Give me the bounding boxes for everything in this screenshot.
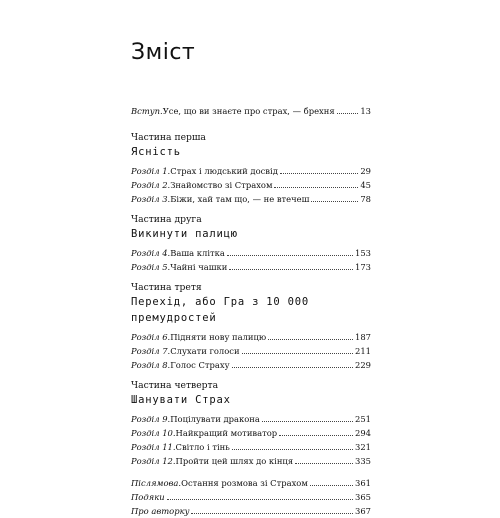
page-number: 45 <box>360 180 371 190</box>
dot-leader <box>337 113 359 114</box>
entry-text: Голос Страху <box>170 360 230 370</box>
page-number: 294 <box>355 428 371 438</box>
dot-leader <box>227 255 353 256</box>
part-title: Викинути палицю <box>131 228 238 240</box>
entry-text: Найкращий мотиватор <box>175 428 278 438</box>
dot-leader <box>295 463 353 464</box>
toc-entry-chapter <box>131 454 371 468</box>
part-title: Шанувати Страх <box>131 394 231 406</box>
toc-entry-chapter <box>131 330 371 344</box>
entry-label: Розділ 3. <box>131 194 171 204</box>
dot-leader <box>191 513 353 514</box>
dot-leader <box>232 449 353 450</box>
dot-leader <box>268 339 353 340</box>
page-number: 229 <box>355 360 371 370</box>
toc-entry-chapter <box>131 192 371 206</box>
entry-text: Поцілувати дракона <box>170 414 260 424</box>
part-label: Частина друга <box>131 214 202 225</box>
dot-leader <box>242 353 353 354</box>
entry-label: Подяки <box>131 492 165 502</box>
page-number: 361 <box>355 478 371 488</box>
page-number: 365 <box>355 492 371 502</box>
page-number: 367 <box>355 506 371 516</box>
entry-label: Розділ 1. <box>131 166 171 176</box>
entry-label: Розділ 4. <box>131 248 171 258</box>
page-number: 78 <box>360 194 371 204</box>
page-number: 153 <box>355 248 371 258</box>
dot-leader <box>262 421 353 422</box>
entry-label: Розділ 7. <box>131 346 171 356</box>
entry-text: Світло і тінь <box>175 442 230 452</box>
entry-text: Підняти нову палицю <box>170 332 267 342</box>
entry-text: Знайомство зі Страхом <box>170 180 273 190</box>
entry-label: Про авторку <box>131 506 190 516</box>
entry-text: Пройти цей шлях до кінця <box>175 456 294 466</box>
toc-entry-chapter <box>131 344 371 358</box>
entry-label: Розділ 12. <box>131 456 176 466</box>
entry-text: Усе, що ви знаєте про страх, — брехня <box>162 106 335 116</box>
page-number: 251 <box>355 414 371 424</box>
entry-label: Розділ 9. <box>131 414 171 424</box>
toc-entry-intro <box>131 104 371 118</box>
toc-entry-chapter <box>131 164 371 178</box>
toc-entry-chapter <box>131 440 371 454</box>
entry-label: Розділ 5. <box>131 262 171 272</box>
dot-leader <box>280 173 358 174</box>
toc-entry-chapter <box>131 178 371 192</box>
page-number: 173 <box>355 262 371 272</box>
toc-entry-chapter <box>131 358 371 372</box>
toc-entry-about-author <box>131 504 371 518</box>
page-number: 29 <box>360 166 371 176</box>
entry-text: Страх і людський досвід <box>170 166 278 176</box>
entry-label: Розділ 8. <box>131 360 171 370</box>
part-label: Частина перша <box>131 132 206 143</box>
dot-leader <box>310 485 353 486</box>
entry-label: Розділ 10. <box>131 428 176 438</box>
toc-entry-chapter <box>131 260 371 274</box>
toc-entry-chapter <box>131 412 371 426</box>
toc-entry-acknowledgements <box>131 490 371 504</box>
page-number: 187 <box>355 332 371 342</box>
toc-entry-afterword <box>131 476 371 490</box>
page-title: Зміст <box>131 40 196 65</box>
page-number: 335 <box>355 456 371 466</box>
page-number: 321 <box>355 442 371 452</box>
entry-text: Остання розмова зі Страхом <box>181 478 308 488</box>
entry-text: Біжи, хай там що, — не втечеш <box>170 194 310 204</box>
entry-label: Вступ. <box>131 106 163 116</box>
dot-leader <box>229 269 353 270</box>
table-of-contents <box>131 104 371 518</box>
dot-leader <box>232 367 353 368</box>
page-number: 211 <box>355 346 371 356</box>
toc-entry-chapter <box>131 246 371 260</box>
entry-label: Післямова. <box>131 478 182 488</box>
entry-text: Слухати голоси <box>170 346 240 356</box>
part-label: Частина четверта <box>131 380 219 391</box>
entry-label: Розділ 2. <box>131 180 171 190</box>
entry-label: Розділ 11. <box>131 442 176 452</box>
part-label: Частина третя <box>131 282 202 293</box>
toc-entry-chapter <box>131 426 371 440</box>
entry-label: Розділ 6. <box>131 332 171 342</box>
entry-text: Ваша клітка <box>170 248 225 258</box>
part-title: Перехід, або Гра з 10 000 премудростей <box>131 296 310 324</box>
part-title: Ясність <box>131 146 181 158</box>
entry-text: Чайні чашки <box>170 262 228 272</box>
dot-leader <box>274 187 358 188</box>
dot-leader <box>279 435 353 436</box>
page-number: 13 <box>360 106 371 116</box>
dot-leader <box>311 201 358 202</box>
